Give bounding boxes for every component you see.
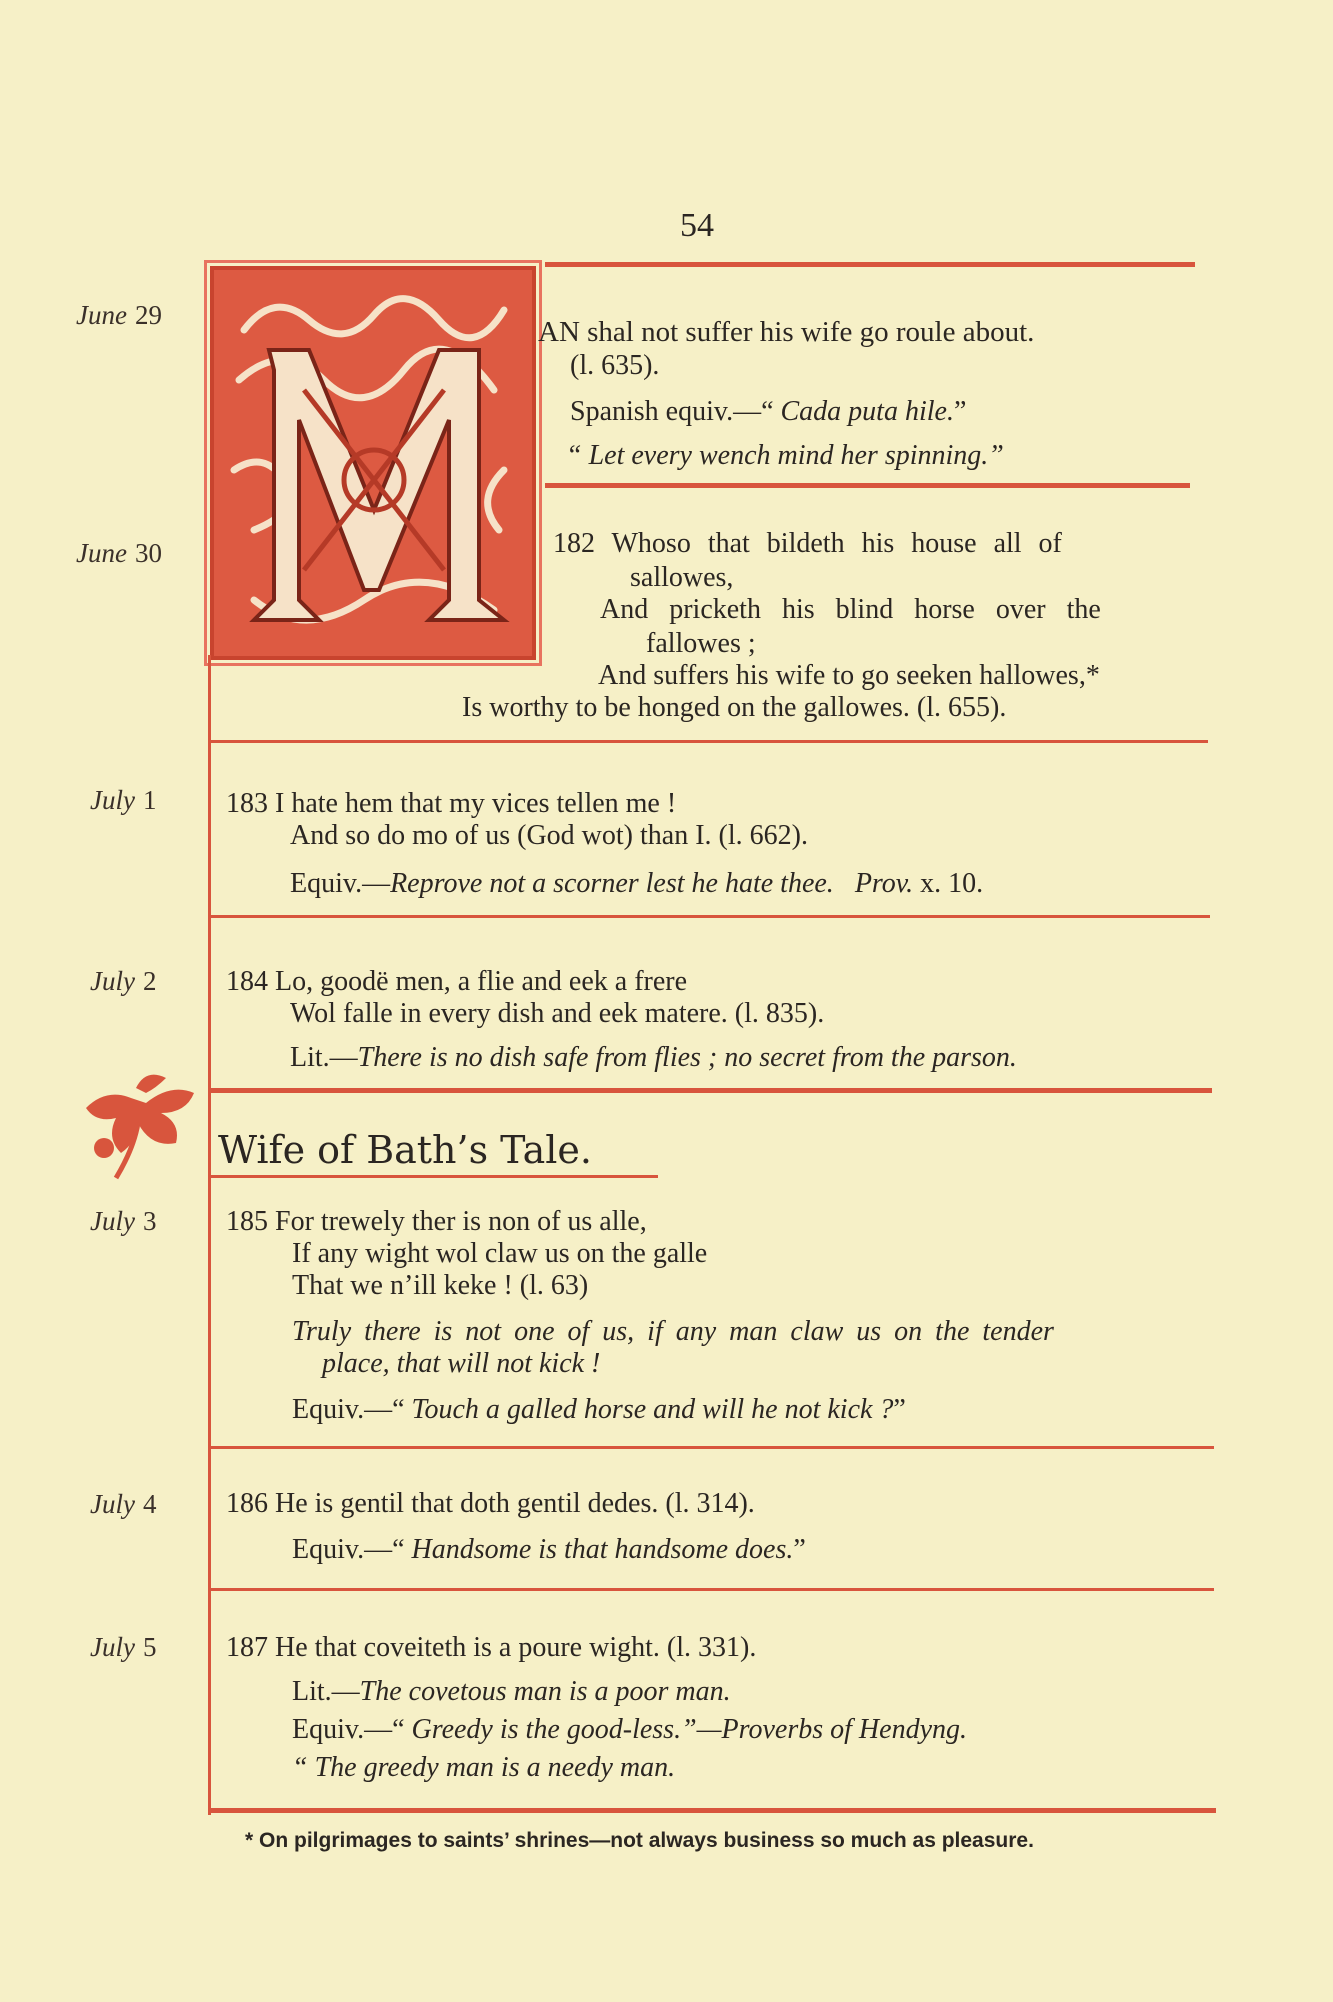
- decorated-initial-m: [210, 266, 536, 660]
- heading-underline: [210, 1175, 658, 1178]
- entry-182-line-5: And suffers his wife to go seeken hallowes,*: [598, 660, 1100, 691]
- rule-183: [210, 915, 1210, 918]
- entry-185-line-1: 185 For trewely ther is non of us alle,: [226, 1206, 647, 1237]
- entry-184-line-3: Lit.—There is no dish safe from flies ; no secret from the parson.: [290, 1042, 1017, 1073]
- initial-m-icon: [214, 270, 532, 656]
- date-june-30: June 30: [76, 538, 162, 568]
- entry-185-line-4: Truly there is not one of us, if any man claw us on the tender: [292, 1316, 1054, 1347]
- frame-left-rule: [208, 655, 211, 1815]
- entry-181-line-1: AN shal not suffer his wife go roule about.: [538, 316, 1035, 348]
- entry-184-line-2: Wol falle in every dish and eek matere. (l. 835).: [290, 998, 825, 1029]
- entry-186-line-1: 186 He is gentil that doth gentil dedes. (l. 314).: [226, 1488, 755, 1519]
- rule-187: [210, 1808, 1216, 1813]
- date-july-4: July 4: [90, 1489, 157, 1519]
- rule-181: [545, 483, 1190, 488]
- entry-182-line-4: fallowes ;: [646, 628, 756, 659]
- date-july-3: July 3: [90, 1206, 157, 1236]
- rule-184: [210, 1088, 1212, 1093]
- date-june-29: June 29: [76, 300, 162, 330]
- entry-186-line-2: Equiv.—“ Handsome is that handsome does.”: [292, 1534, 806, 1565]
- entry-184-line-1: 184 Lo, goodë men, a flie and eek a frere: [226, 966, 688, 997]
- entry-183-line-3: Equiv.—Reprove not a scorner lest he hate thee. Prov. x. 10.: [290, 868, 984, 899]
- date-july-5: July 5: [90, 1632, 157, 1662]
- entry-182-line-1: 182 Whoso that bildeth his house all of: [553, 528, 1062, 559]
- leaf-ornament-icon: [76, 1068, 200, 1184]
- rule-top: [545, 262, 1195, 267]
- entry-185-line-5: place, that will not kick !: [322, 1348, 601, 1379]
- entry-182-line-6: Is worthy to be honged on the gallowes. (l. 655).: [462, 692, 1007, 723]
- entry-182-line-3: And pricketh his blind horse over the: [600, 594, 1101, 625]
- entry-187-line-1: 187 He that coveiteth is a poure wight. (l. 331).: [226, 1632, 757, 1663]
- date-july-1: July 1: [90, 785, 157, 815]
- entry-187-line-3: Equiv.—“ Greedy is the good-less.”—Proverbs of Hendyng.: [292, 1714, 968, 1745]
- entry-185-line-2: If any wight wol claw us on the galle: [292, 1238, 708, 1269]
- page-number: 54: [680, 207, 714, 244]
- rule-185: [210, 1446, 1214, 1449]
- date-july-2: July 2: [90, 966, 157, 996]
- footnote: * On pilgrimages to saints’ shrines—not always business so much as pleasure.: [245, 1829, 1034, 1852]
- rule-186: [210, 1588, 1214, 1591]
- section-heading: Wife of Bath’s Tale.: [218, 1128, 592, 1172]
- entry-187-line-4: “ The greedy man is a needy man.: [292, 1752, 676, 1783]
- entry-181-line-3: Spanish equiv.—“ Cada puta hile.”: [570, 396, 967, 427]
- entry-181-line-2: (l. 635).: [570, 350, 660, 381]
- entry-182-line-2: sallowes,: [630, 562, 734, 593]
- entry-181-line-4: “ Let every wench mind her spinning.”: [566, 440, 1004, 471]
- entry-185-line-6: Equiv.—“ Touch a galled horse and will he not kick ?”: [292, 1394, 906, 1425]
- entry-183-line-1: 183 I hate hem that my vices tellen me !: [226, 788, 677, 819]
- rule-182: [210, 740, 1208, 743]
- entry-187-line-2: Lit.—The covetous man is a poor man.: [292, 1676, 731, 1707]
- entry-185-line-3: That we n’ill keke ! (l. 63): [292, 1270, 589, 1301]
- entry-183-line-2: And so do mo of us (God wot) than I. (l. 662).: [290, 820, 808, 851]
